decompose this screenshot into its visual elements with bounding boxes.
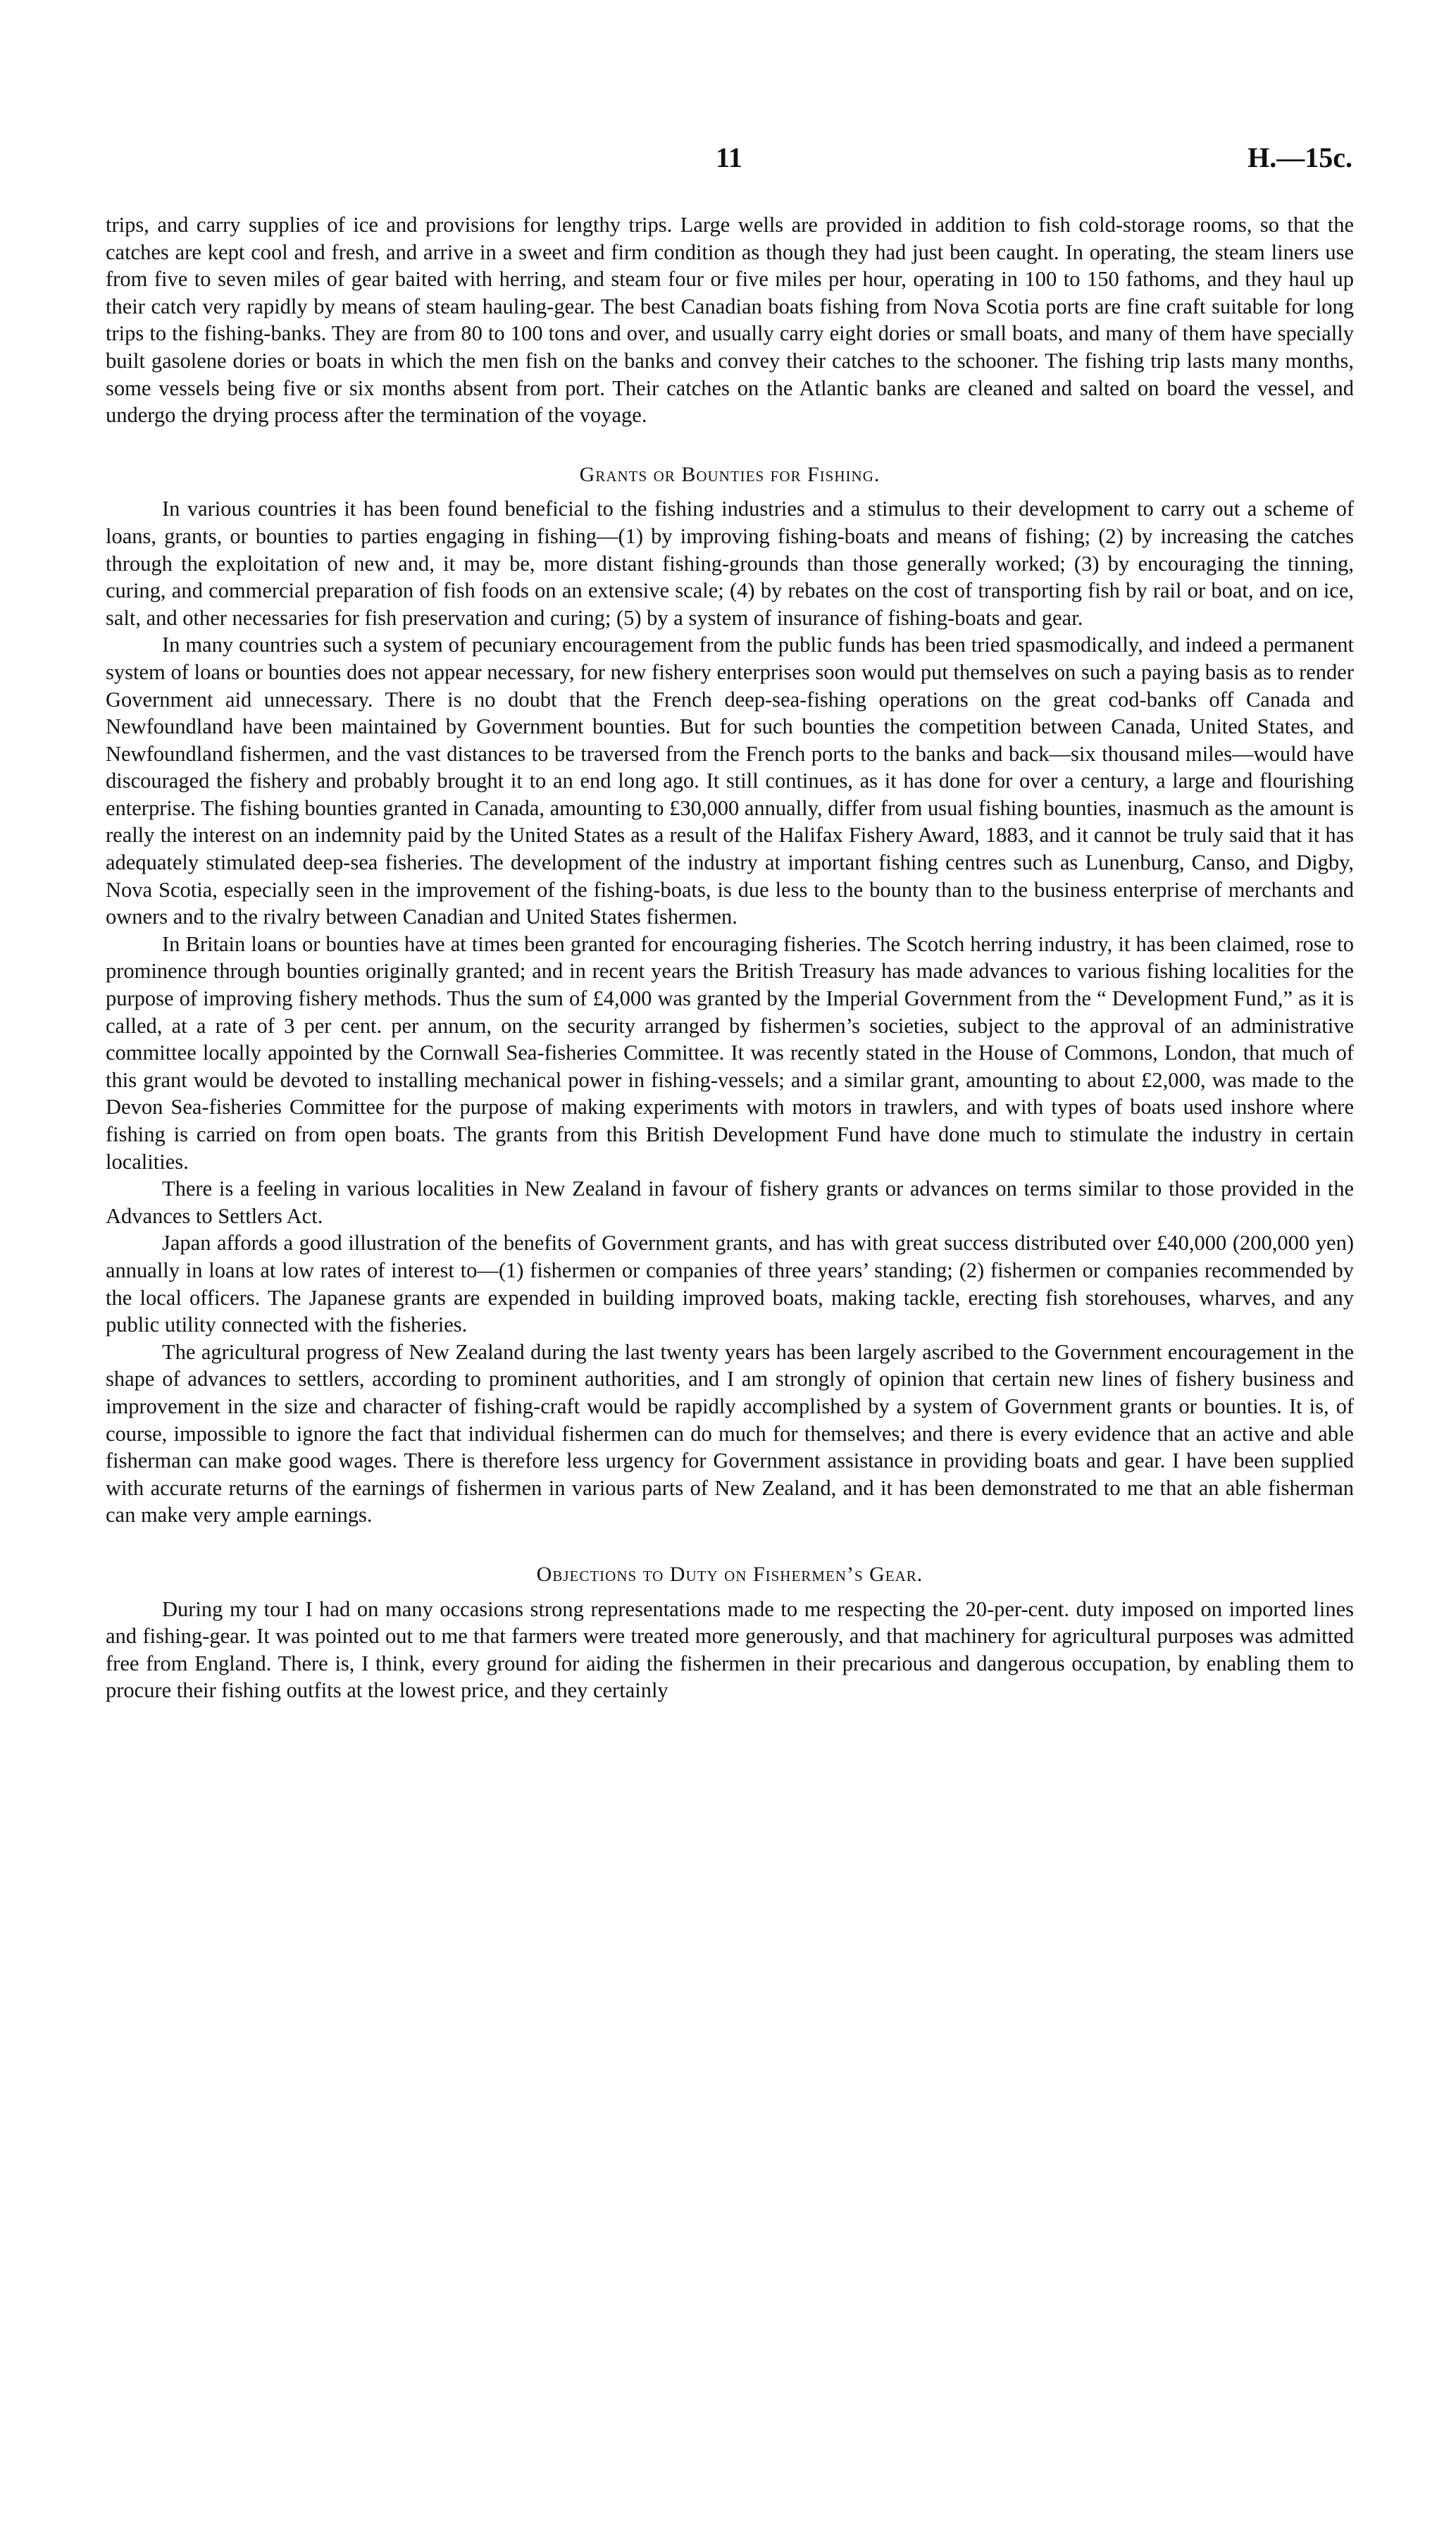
page-header xyxy=(106,141,1352,183)
page-number: 11 xyxy=(716,142,742,173)
page-body xyxy=(106,211,1354,1704)
paragraph: There is a feeling in various localities in New Zealand in favour of fishery grants or advances on terms similar to those provided in the Advances to Settlers Act. xyxy=(106,1177,1354,1228)
section-heading-grants: Grants or Bounties for Fishing. xyxy=(579,462,881,486)
paragraph: In various countries it has been found beneficial to the fishing industries and a stimulus to their development to carry out a scheme of loans, grants, or bounties to parties engaging in fishing—(1) by improving fishing-boats and means of fishing; (2) by increasing the catches through the exploitation of new and, it may be, more distant fishing-grounds than those generally worked; (3) by encouraging the tinning, curing, and commercial preparation of fish foods on an extensive scale; (4) by rebates on the cost of transporting fish by rail or boat, and on ice, salt, and other necessaries for fish preservation and curing; (5) by a system of insurance of fishing-boats and gear. xyxy=(106,497,1354,630)
paragraph: During my tour I had on many occasions strong representations made to me respecting the 20-per-cent. duty imposed on imported lines and fishing-gear. It was pointed out to me that farmers were treated more generously, and that machinery for agricultural purposes was admitted free from England. There is, I think, every ground for aiding the fishermen in their precarious and dangerous occupation, by enabling them to procure their fishing outfits at the lowest price, and they certainly xyxy=(106,1596,1354,1703)
document-id: H.—15c. xyxy=(1247,142,1352,173)
paragraph: In many countries such a system of pecuniary encouragement from the public funds has been tried spasmodically, and indeed a permanent system of loans or bounties does not appear necessary, for new fishery enterprises soon would put themselves on such a paying basis as to render Government aid unnecessary. There is no doubt that the French deep-sea-fishing operations on the great cod-banks off Canada and Newfoundland have been maintained by Government bounties. But for such bounties the competition between Canada, United States, and Newfoundland fishermen, and the vast distances to be traversed from the French ports to the banks and back—six thousand miles—would have discouraged the fishery and probably brought it to an end long ago. It still continues, as it has done for over a century, a large and flourishing enterprise. The fishing bounties granted in Canada, amounting to £30,000 annually, differ from usual fishing bounties, inasmuch as the amount is really the interest on an indemnity paid by the United States as a result of the Halifax Fishery Award, 1883, and it cannot be truly said that it has adequately stimulated deep-sea fisheries. The development of the industry at important fishing centres such as Lunenburg, Canso, and Digby, Nova Scotia, especially seen in the improvement of the fishing-boats, is due less to the bounty than to the business enterprise of merchants and owners and to the rivalry between Canadian and United States fishermen. xyxy=(106,633,1354,929)
paragraph: Japan affords a good illustration of the benefits of Government grants, and has with great success distributed over £40,000 (200,000 yen) annually in loans at low rates of interest to—(1) fishermen or companies of three years’ standing; (2) fishermen or companies recommended by the local officers. The Japanese grants are expended in building improved boats, making tackle, erecting fish storehouses, wharves, and any public utility connected with the fisheries. xyxy=(106,1231,1354,1337)
paragraph: In Britain loans or bounties have at times been granted for encouraging fisheries. The Scotch herring industry, it has been claimed, rose to prominence through bounties originally granted; and in recent years the British Treasury has made advances to various fishing localities for the purpose of improving fishery methods. Thus the sum of £4,000 was granted by the Imperial Government from the “ Development Fund,” as it is called, at a rate of 3 per cent. per annum, on the security arranged by fishermen’s societies, subject to the approval of an administrative committee locally appointed by the Cornwall Sea-fisheries Committee. It was recently stated in the House of Commons, London, that much of this grant would be devoted to installing mechanical power in fishing-vessels; and a similar grant, amounting to about £2,000, was made to the Devon Sea-fisheries Committee for the purpose of making experiments with motors in trawlers, and with types of boats used inshore where fishing is carried on from open boats. The grants from this British Development Fund have done much to stimulate the industry in certain localities. xyxy=(106,931,1354,1174)
paragraph: The agricultural progress of New Zealand during the last twenty years has been largely ascribed to the Government encouragement in the shape of advances to settlers, according to prominent authorities, and I am strongly of opinion that certain new lines of fishery business and improvement in the size and character of fishing-craft would be rapidly accomplished by a system of Government grants or bounties. It is, of course, impossible to ignore the fact that individual fishermen can do much for themselves; and there is every evidence that an active and able fisherman can make good wages. There is therefore less urgency for Government assistance in providing boats and gear. I have been supplied with accurate returns of the earnings of fishermen in various parts of New Zealand, and it has been demonstrated to me that an able fisherman can make very ample earnings. xyxy=(106,1339,1354,1527)
paragraph: trips, and carry supplies of ice and provisions for lengthy trips. Large wells are provided in addition to fish cold-storage rooms, so that the catches are kept cool and fresh, and arrive in a sweet and firm condition as though they had just been caught. In operating, the steam liners use from five to seven miles of gear baited with herring, and steam four or five miles per hour, operating in 100 to 150 fathoms, and they haul up their catch very rapidly by means of steam hauling-gear. The best Canadian boats fishing from Nova Scotia ports are fine craft suitable for long trips to the fishing-banks. They are from 80 to 100 tons and over, and usually carry eight dories or small boats, and many of them have specially built gasolene dories or boats in which the men fish on the banks and convey their catches to the schooner. The fishing trip lasts many months, some vessels being five or six months absent from port. Their catches on the Atlantic banks are cleaned and salted on board the vessel, and undergo the drying process after the termination of the voyage. xyxy=(106,213,1354,428)
section-heading-objections: Objections to Duty on Fishermen’s Gear. xyxy=(536,1562,923,1586)
